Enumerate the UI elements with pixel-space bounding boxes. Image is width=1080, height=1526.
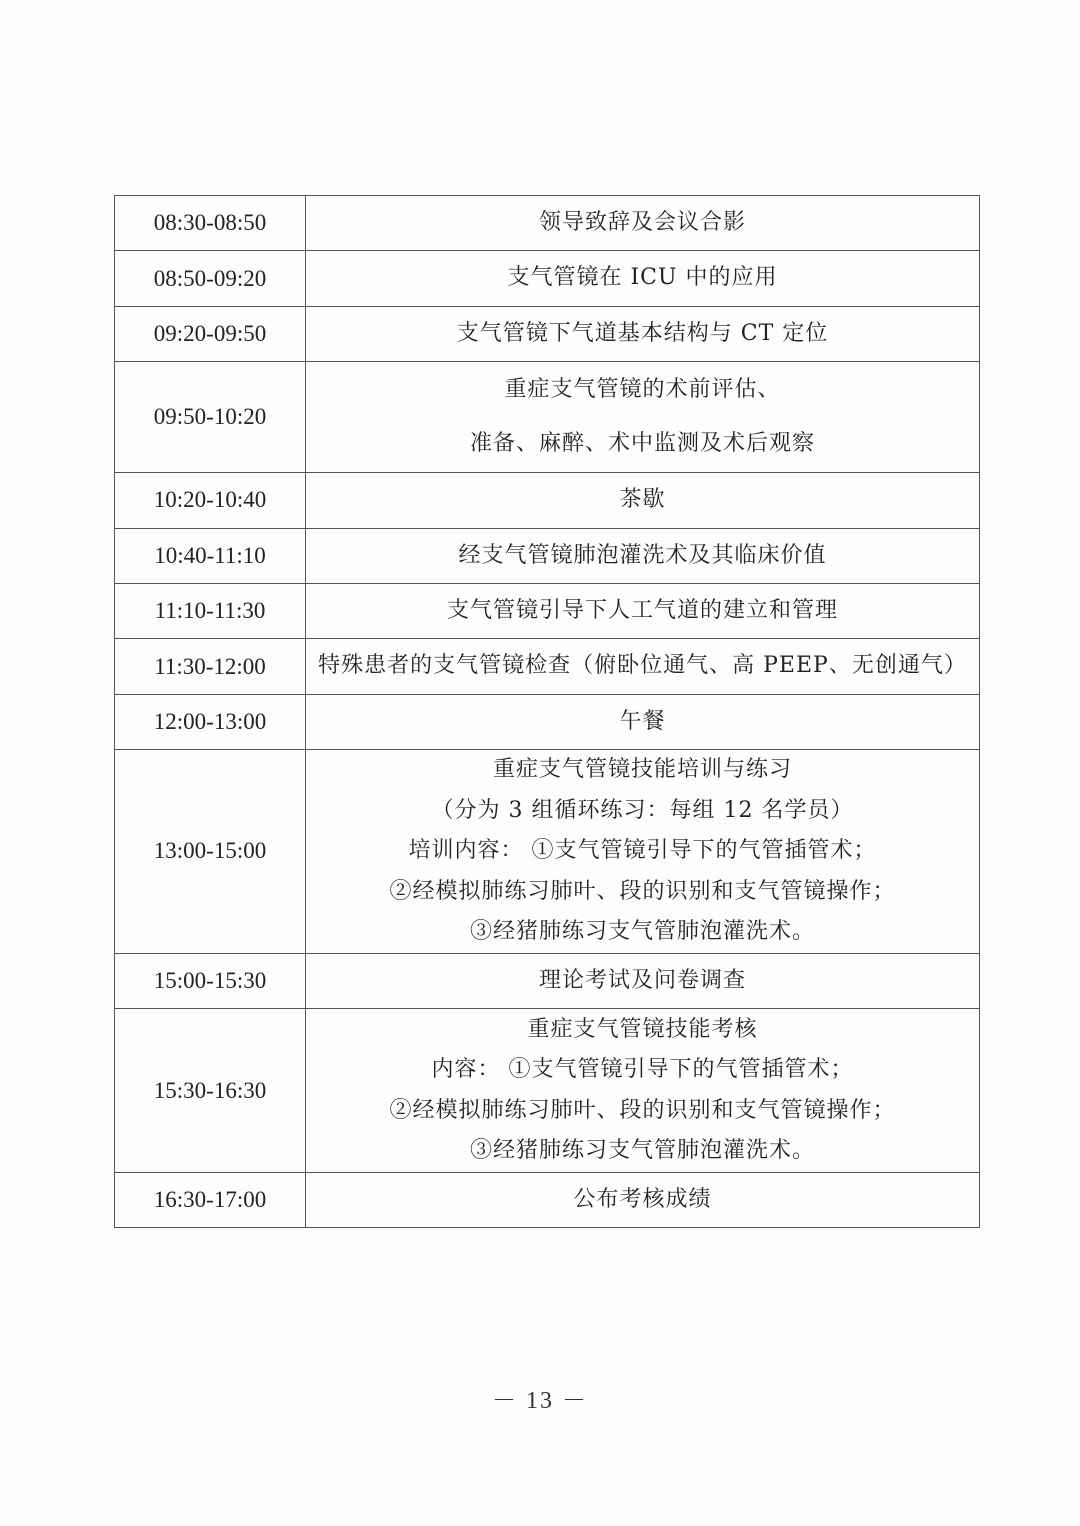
time-cell: 10:40-11:10 [115, 528, 306, 583]
session-cell [306, 528, 980, 583]
session-line: 准备、麻醉、术中监测及术后观察 [469, 431, 815, 457]
time-cell: 08:50-09:20 [115, 251, 306, 306]
session-line: 重症支气管镜的术前评估、 [504, 377, 781, 403]
schedule-row [115, 639, 980, 694]
session-cell [306, 306, 980, 361]
time-cell: 09:50-10:20 [115, 362, 306, 473]
session-line: （分为 3 组循环练习：每组 12 名学员） [431, 797, 854, 823]
schedule-row [115, 1009, 980, 1173]
schedule-row [115, 583, 980, 638]
session-line: 内容： ①支气管镜引导下的气管插管术； [431, 1057, 854, 1083]
session-line: 领导致辞及会议合影 [538, 209, 746, 235]
session-cell [306, 750, 980, 954]
session-line: 经支气管镜肺泡灌洗术及其临床价值 [458, 542, 827, 568]
session-line: 支气管镜在 ICU 中的应用 [507, 265, 778, 291]
session-cell [306, 196, 980, 251]
session-line: 支气管镜引导下人工气道的建立和管理 [446, 597, 838, 623]
session-line: ③经猪肺练习支气管肺泡灌洗术。 [469, 919, 815, 945]
time-cell: 11:10-11:30 [115, 583, 306, 638]
schedule-row [115, 196, 980, 251]
session-line: 茶歇 [619, 487, 666, 513]
schedule-row [115, 306, 980, 361]
session-cell [306, 583, 980, 638]
session-line: 重症支气管镜技能培训与练习 [492, 757, 792, 783]
time-cell: 08:30-08:50 [115, 196, 306, 251]
session-line: 公布考核成绩 [573, 1186, 712, 1212]
time-cell: 09:20-09:50 [115, 306, 306, 361]
session-cell [306, 473, 980, 528]
session-line: 午餐 [619, 708, 666, 734]
session-line: 重症支气管镜技能考核 [527, 1016, 758, 1042]
time-cell: 15:30-16:30 [115, 1009, 306, 1173]
page-number: － 13 － [492, 1388, 588, 1414]
schedule-row [115, 750, 980, 954]
schedule-row [115, 694, 980, 749]
time-cell: 16:30-17:00 [115, 1173, 306, 1228]
time-cell: 13:00-15:00 [115, 750, 306, 954]
time-cell: 10:20-10:40 [115, 473, 306, 528]
time-cell: 15:00-15:30 [115, 953, 306, 1008]
session-line: 培训内容： ①支气管镜引导下的气管插管术； [408, 838, 877, 864]
session-line: 理论考试及问卷调查 [538, 967, 746, 993]
session-line: 特殊患者的支气管镜检查（俯卧位通气、高 PEEP、无创通气） [318, 653, 967, 679]
session-cell [306, 1009, 980, 1173]
time-cell: 12:00-13:00 [115, 694, 306, 749]
session-cell [306, 694, 980, 749]
session-line: ③经猪肺练习支气管肺泡灌洗术。 [469, 1138, 815, 1164]
schedule-row [115, 528, 980, 583]
time-cell: 11:30-12:00 [115, 639, 306, 694]
schedule-row [115, 362, 980, 473]
session-cell [306, 251, 980, 306]
schedule-table-body [115, 196, 980, 1228]
schedule-row [115, 953, 980, 1008]
session-cell [306, 362, 980, 473]
schedule-row [115, 251, 980, 306]
schedule-row [115, 473, 980, 528]
session-cell [306, 953, 980, 1008]
session-line: ②经模拟肺练习肺叶、段的识别和支气管镜操作； [389, 1097, 896, 1123]
schedule-table [114, 195, 980, 1228]
session-cell [306, 1173, 980, 1228]
session-line: ②经模拟肺练习肺叶、段的识别和支气管镜操作； [389, 878, 896, 904]
session-line: 支气管镜下气道基本结构与 CT 定位 [456, 320, 829, 346]
schedule-row [115, 1173, 980, 1228]
session-cell [306, 639, 980, 694]
